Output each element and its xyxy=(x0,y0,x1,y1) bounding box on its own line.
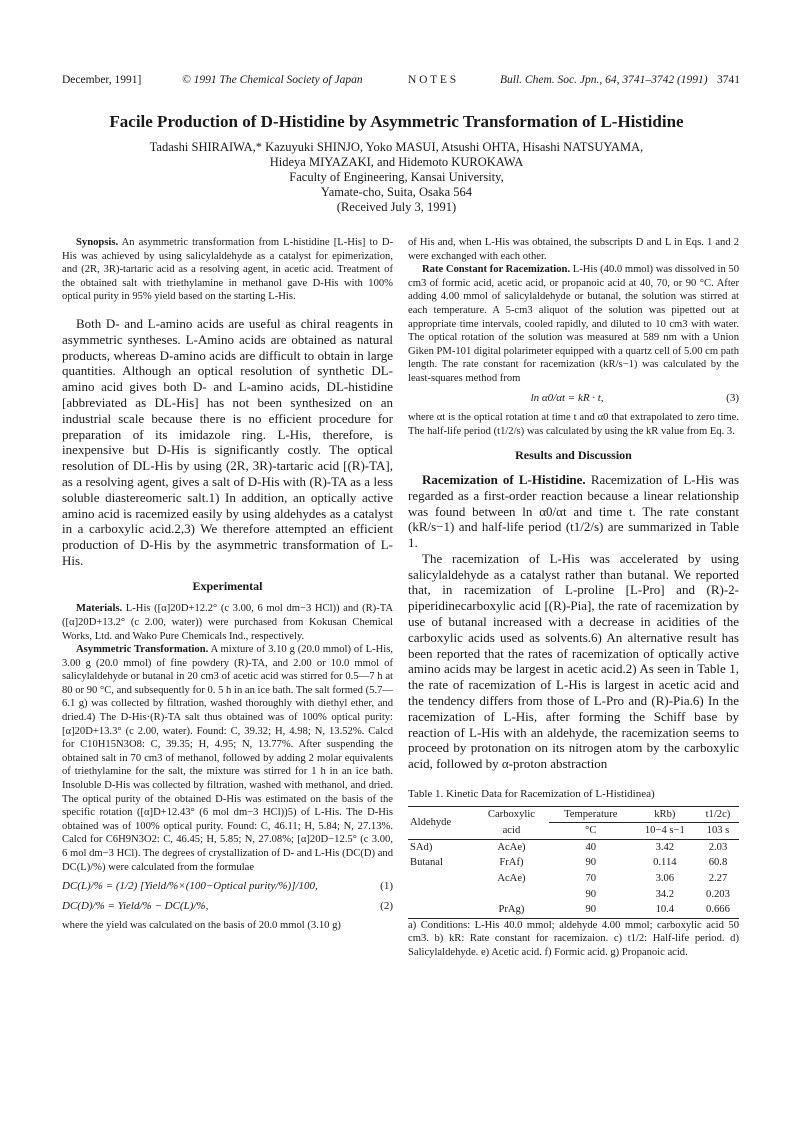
table-row xyxy=(408,871,739,887)
results-heading: Results and Discussion xyxy=(515,448,632,463)
synopsis xyxy=(62,236,393,304)
cell-acid: AcAe) xyxy=(497,873,526,885)
received-date: (Received July 3, 1991) xyxy=(336,200,457,214)
equation-2-text: DC(D)/% = Yield/% − DC(L)/%, xyxy=(62,899,209,912)
col-kr: kRb) xyxy=(633,806,697,823)
col-acid: Carboxylic xyxy=(487,808,535,820)
cell-acid: PrAg) xyxy=(498,904,525,916)
authors-line2: Hideya MIYAZAKI, and Hidemoto KUROKAWA xyxy=(269,155,524,169)
col-kr-unit: 10−4 s−1 xyxy=(644,825,685,837)
materials-label: Materials. xyxy=(76,603,123,615)
cell-kr: 10.4 xyxy=(655,904,675,916)
cell-acid: AcAe) xyxy=(497,841,526,853)
rate-label: Rate Constant for Racemization. xyxy=(422,264,571,276)
asym-label: Asymmetric Transformation. xyxy=(76,644,209,656)
running-header xyxy=(62,74,740,90)
intro-paragraph: Both D- and L-amino acids are useful as chiral reagents in asymmetric syntheses. L-Amino acids are obtained as natural products, whereas D-amino acids are difficult to obtain in large quantities. Although an optical resolution of synthetic DL-amino acid gives both D- and L-amino acids, DL-histidine [abbreviated as DL-His] has not been synthesized on an industrial scale because there is no efficient procedure for preparation of its imidazole ring. L-His, therefore, is inexpensive but D-His is significantly costly. The optical resolution of DL-His by using (2R, 3R)-tartaric acid [(R)-TA], as a resolving agent, gives a salt of D-His with (R)-TA as a less soluble diastereomeric salt.1) In addition, an optically active amino acid is racemized easily by using aldehydes as a catalyst in a carboxylic acid.2,3) We therefore attempted an efficient production of D-His by the asymmetric transformation of L-His. xyxy=(62,315,393,568)
equation-3-number: (3) xyxy=(726,391,739,404)
synopsis-text: An asymmetric transformation from L-histidine [L-His] to D-His was achieved by using salicylaldehyde as a catalyst for epimerization, and (2R, 3R)-tartaric acid as a resolving agent, in acetic acid. Treatment of the obtained salt with triethylamine in methanol gave D-His with 100% optical purity in 95% yield based on the starting L-His. xyxy=(62,237,393,303)
equation-3-text: ln α0/αt = kR · t, xyxy=(530,391,604,404)
equation-3 xyxy=(408,392,739,406)
racemization-text: Racemization of L-His was regarded as a first-order reaction because a linear relationship was found between ln α0/αt and time t. The rate constant (kR/s−1) and half-life period (t1/2/s) are summarized in Table 1. xyxy=(408,471,740,551)
col-t-unit: 103 s xyxy=(706,825,730,837)
header-section: N O T E S xyxy=(408,74,457,86)
cell-temp: 70 xyxy=(585,873,597,885)
synopsis-label: Synopsis. xyxy=(76,237,119,248)
asym-text: A mixture of 3.10 g (20.0 mmol) of L-His, 3.00 g (20.0 mmol) of fine powdery (R)-TA, and 2.00 or 10.0 mmol of salicylaldehyde or butanal in 20 cm3 of acetic acid was stirred for 0.5—7 h at 80 or 90 °C, and subsequently for 0. 5 h in an ice bath. The salt formed (5.7—6.1 g) was collected by filtration, washed thoroughly with diethyl ether, and dried.4) The D-His·(R)-TA salt thus obtained was of 100% optical purity: [α]20D+13.3° (c 2.00, water). Found: C, 39.32; H, 4.98; N, 13.52%. Calcd for C10H15N3O8: C, 39.35; H, 4.95; N, 13.77%. After suspending the obtained salt in 70 cm3 of methanol, followed by adding 2 molar equivalents of triethylamine for the salt, the mixture was stirred for 1 h in an ice bath. Insoluble D-His was collected by filtration, washed with methanol, and dried. The optical purity of the obtained D-His was estimated on the basis of the specific rotation ([α]D+12.43° (6 mol dm−3 HCl))5) of L-His. The D-His obtained was of 100% optical purity. Found: C, 46.11; H, 5.84; N, 27.13%. Calcd for C6H9N3O2: C, 46.45; H, 5.85; N, 27.08%; [α]20D−12.5° (c 3.00, 6 mol dm−3 HCl). The degrees of crystallization of D- and L-His (DC(D) and DC(L)/%) were calculated from the formulae xyxy=(62,644,393,873)
table-row xyxy=(408,887,739,903)
materials-text: L-His ([α]20D+12.2° (c 3.00, 6 mol dm−3 HCl)) and (R)-TA ([α]20D+13.2° (c 2.00, water)) were purchased from Kokusan Chemical Works, Ltd. and Wako Pure Chemicals Ind., respectively. xyxy=(62,603,393,642)
col-acid-2: acid xyxy=(502,824,521,836)
cell-t: 2.27 xyxy=(708,873,728,885)
equation-1-text: DC(L)/% = (1/2) [Yield/%×(100−Optical purity/%)]/100, xyxy=(62,880,318,893)
table-row xyxy=(408,855,739,871)
cell-temp: 40 xyxy=(585,841,597,853)
col-aldehyde: Aldehyde xyxy=(410,816,452,828)
equation-1 xyxy=(62,880,393,894)
after-equation-3-text: where αt is the optical rotation at time t and α0 that extrapolated to zero time. The half-life period (t1/2/s) was calculated by using the kR value from Eq. 3. xyxy=(408,412,739,437)
kinetic-data-table xyxy=(408,806,739,919)
cell-t: 2.03 xyxy=(708,841,728,853)
table-caption: Table 1. Kinetic Data for Racemization of L-Histidinea) xyxy=(408,788,655,801)
cell-temp: 90 xyxy=(585,904,597,916)
cell-kr: 0.114 xyxy=(653,857,677,869)
col-t: t1/2c) xyxy=(697,806,739,823)
cell-acid xyxy=(474,887,549,903)
header-copyright: © 1991 The Chemical Society of Japan xyxy=(182,74,363,86)
table-row xyxy=(408,839,739,855)
affiliation-line1: Faculty of Engineering, Kansai University, xyxy=(289,170,504,184)
cell-aldehyde xyxy=(408,871,474,887)
equation-1-number: (1) xyxy=(380,880,393,893)
cell-kr: 3.42 xyxy=(655,841,675,853)
header-date: December, 1991] xyxy=(62,74,142,86)
cell-kr: 3.06 xyxy=(655,873,675,885)
affiliation-line2: Yamate-cho, Suita, Osaka 564 xyxy=(320,185,473,199)
materials-paragraph xyxy=(62,602,393,643)
continued-text: of His and, when L-His was obtained, the subscripts D and L in Eqs. 1 and 2 were exchanged with each other. xyxy=(408,237,739,262)
cell-temp: 90 xyxy=(585,857,597,869)
cell-acid: FrAf) xyxy=(499,857,524,869)
right-column xyxy=(408,236,739,960)
author-block xyxy=(0,140,793,215)
equation-2 xyxy=(62,900,393,914)
col-temp: Temperature xyxy=(549,806,633,823)
cell-aldehyde xyxy=(408,902,474,918)
cell-t: 0.666 xyxy=(706,904,730,916)
after-equation-text: where the yield was calculated on the basis of 20.0 mmol (3.10 g) xyxy=(62,920,341,932)
table-footnotes: a) Conditions: L-His 40.0 mmol; aldehyde 4.00 mmol; carboxylic acid 50 cm3. b) kR: Rate constant for racemizaion. c) t1/2: Half-life period. d) Salicylaldehyde. e) Acetic acid. f) Formic acid. g) Propanoic acid. xyxy=(408,919,739,958)
equation-2-number: (2) xyxy=(380,899,393,912)
authors-line1: Tadashi SHIRAIWA,* Kazuyuki SHINJO, Yoko MASUI, Atsushi OHTA, Hisashi NATSUYAMA, xyxy=(149,140,644,154)
cell-aldehyde xyxy=(408,887,474,903)
racemization-paragraph-2: The racemization of L-His was accelerated by using salicylaldehyde as a catalyst rather than butanal. We reported that, in racemization of L-proline [L-Pro] and (R)-2-piperidinecarboxylic acid [(R)-Pia], the rate of racemization by use of butanal increased with a decrease in acidities of the carboxylic acids used as solvents.6) An alternative result has been reported that the rates of racemization of optically active amino acids may be largest in acetic acid.2) As seen in Table 1, the rate of racemization of L-His is largest in acetic acid and the tendency differs from those of L-Pro and (R)-Pia.6) In the racemization of L-His, after forming the Schiff base by reaction of L-His with an aldehyde, the racemization seems to proceed by protonation on its nitrogen atom by the carboxylic acid, followed by α-proton abstraction xyxy=(408,550,739,772)
header-page: 3741 xyxy=(717,74,740,86)
rate-paragraph xyxy=(408,263,739,385)
table-row xyxy=(408,902,739,918)
cell-aldehyde: Butanal xyxy=(410,857,443,869)
experimental-heading: Experimental xyxy=(192,578,263,593)
header-journal: Bull. Chem. Soc. Jpn., 64, 3741–3742 (1991) xyxy=(500,74,708,86)
col-temp-unit: °C xyxy=(585,825,597,837)
left-column xyxy=(62,236,393,933)
racemization-label: Racemization of L-Histidine. xyxy=(422,471,586,487)
paper-title: Facile Production of D-Histidine by Asymmetric Transformation of L-Histidine xyxy=(109,112,684,131)
cell-kr: 34.2 xyxy=(655,888,675,900)
cell-t: 0.203 xyxy=(706,888,730,900)
cell-aldehyde: SAd) xyxy=(410,841,433,853)
cell-temp: 90 xyxy=(585,888,597,900)
asym-paragraph xyxy=(62,643,393,874)
cell-t: 60.8 xyxy=(708,857,728,869)
racemization-paragraph xyxy=(408,472,739,551)
rate-text: L-His (40.0 mmol) was dissolved in 50 cm3 of formic acid, acetic acid, or propanoic acid at 40, 70, or 90 °C. After adding 4.00 mmol of salicylaldehyde or butanal, the solution was stirred at each temperature. A 5-cm3 aliquot of the solution was pipetted out at appropriate time intervals, cooled rapidly, and diluted to 10 cm3 with water. The optical rotation of the solution was measured at 589 nm with a Union Giken PM-101 digital polarimeter equipped with a quartz cell of 5.00 cm path length. The rate constant for racemization (kR/s−1) was calculated by the least-squares method from xyxy=(408,264,740,384)
